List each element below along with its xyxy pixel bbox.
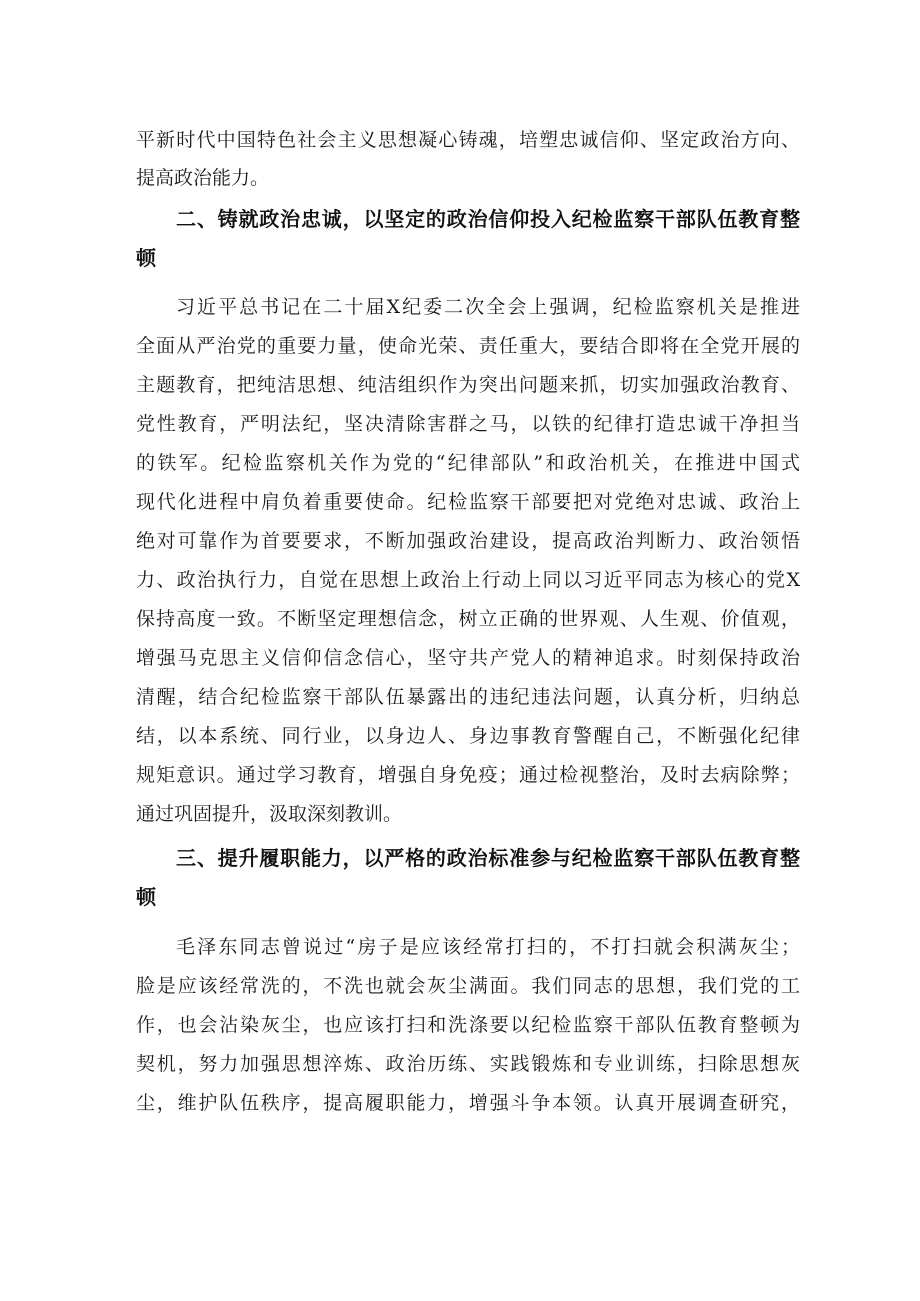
body-line: 毛泽东同志曾说过“房子是应该经常打扫的，不打扫就会积满灰尘； [176, 936, 800, 958]
section-heading: 顿 [136, 246, 156, 270]
body-line: 现代化进程中肩负着重要使命。纪检监察干部要把对党绝对忠诚、政治上 [136, 491, 800, 513]
section-heading: 三、提升履职能力，以严格的政治标准参与纪检监察干部队伍教育整 [176, 846, 800, 870]
body-line: 平新时代中国特色社会主义思想凝心铸魂，培塑忠诚信仰、坚定政治方向、 [136, 129, 800, 151]
body-line: 作，也会沾染灰尘，也应该打扫和洗涤要以纪检监察干部队伍教育整顿为 [136, 1014, 800, 1036]
body-line: 力、政治执行力，自觉在思想上政治上行动上同以习近平同志为核心的党X [136, 569, 800, 591]
body-line: 绝对可靠作为首要要求，不断加强政治建设，提高政治判断力、政治领悟 [136, 530, 800, 552]
body-line: 规矩意识。通过学习教育，增强自身免疫；通过检视整治，及时去病除弊； [136, 764, 800, 786]
body-line: 主题教育，把纯洁思想、纯洁组织作为突出问题来抓，切实加强政治教育、 [136, 374, 800, 396]
body-line: 结，以本系统、同行业，以身边人、身边事教育警醒自己，不断强化纪律 [136, 725, 800, 747]
body-line: 的铁军。纪检监察机关作为党的“纪律部队”和政治机关，在推进中国式 [136, 452, 800, 474]
body-line: 尘，维护队伍秩序，提高履职能力，增强斗争本领。认真开展调查研究， [136, 1092, 800, 1114]
body-line: 提高政治能力。 [136, 167, 270, 189]
body-line: 全面从严治党的重要力量，使命光荣、责任重大，要结合即将在全党开展的 [136, 335, 800, 357]
body-line: 通过巩固提升，汲取深刻教训。 [136, 803, 403, 825]
body-line: 保持高度一致。不断坚定理想信念，树立正确的世界观、人生观、价值观， [136, 608, 800, 630]
body-line: 清醒，结合纪检监察干部队伍暴露出的违纪违法问题，认真分析，归纳总 [136, 686, 800, 708]
section-heading: 二、铸就政治忠诚，以坚定的政治信仰投入纪检监察干部队伍教育整 [176, 207, 800, 231]
body-line: 习近平总书记在二十届X纪委二次全会上强调，纪检监察机关是推进 [176, 296, 800, 318]
body-line: 脸是应该经常洗的，不洗也就会灰尘满面。我们同志的思想，我们党的工 [136, 975, 800, 997]
section-heading: 顿 [136, 885, 156, 909]
body-line: 增强马克思主义信仰信念信心，坚守共产党人的精神追求。时刻保持政治 [136, 647, 800, 669]
body-line: 契机，努力加强思想淬炼、政治历练、实践锻炼和专业训练，扫除思想灰 [136, 1053, 800, 1075]
body-line: 党性教育，严明法纪，坚决清除害群之马，以铁的纪律打造忠诚干净担当 [136, 413, 800, 435]
